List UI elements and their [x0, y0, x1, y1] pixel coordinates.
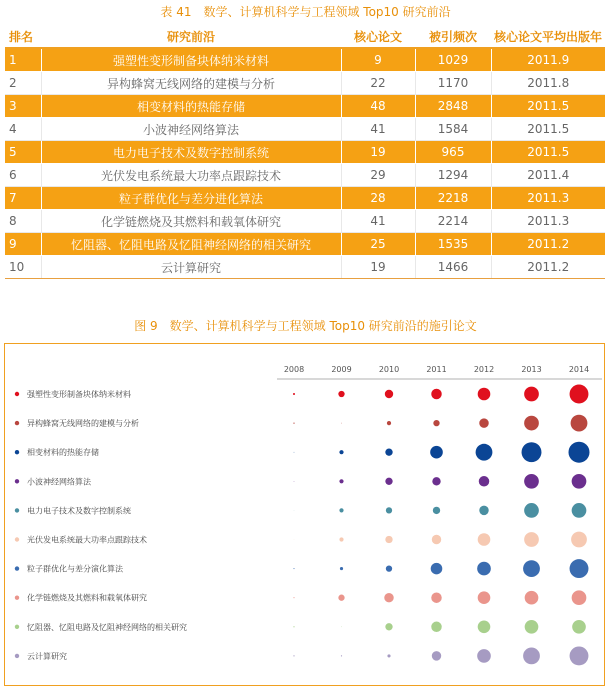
bubble — [478, 621, 491, 634]
figure-title: 图 9 数学、计算机科学与工程领域 Top10 研究前沿的施引论文 — [134, 319, 477, 333]
bubble — [572, 590, 587, 605]
bubble — [478, 388, 491, 401]
rank-cell: 3 — [5, 95, 41, 118]
bubble — [293, 568, 294, 569]
series-label: 电力电子技术及数字控制系统 — [27, 506, 131, 516]
table-row — [5, 256, 605, 279]
table-row — [5, 118, 605, 141]
citations-cell: 965 — [415, 141, 491, 164]
bubble — [386, 565, 392, 571]
core-papers-cell: 28 — [341, 187, 415, 210]
legend-dot — [15, 654, 19, 658]
bubble — [572, 474, 587, 489]
bubble — [433, 507, 440, 514]
front-cell: 粒子群优化与差分进化算法 — [41, 187, 341, 210]
header-core-papers: 核心论文 — [341, 25, 415, 48]
series-label: 强塑性变形制备块体纳米材料 — [27, 390, 131, 399]
year-label: 2012 — [473, 365, 495, 374]
core-papers-cell: 9 — [341, 48, 415, 72]
legend-dot — [15, 537, 19, 541]
bubble — [479, 506, 488, 515]
bubble — [385, 449, 392, 456]
bubble — [385, 390, 393, 398]
series-label: 云计算研究 — [27, 651, 67, 661]
year-label: 2010 — [378, 365, 400, 374]
bubble — [385, 623, 392, 630]
citations-cell: 1535 — [415, 233, 491, 256]
avg-year-cell: 2011.8 — [491, 72, 605, 95]
bubble — [339, 450, 343, 454]
bubble — [341, 655, 342, 656]
bubble — [341, 626, 342, 627]
year-label: 2009 — [331, 365, 352, 374]
bubble — [387, 421, 391, 425]
header-front: 研究前沿 — [41, 25, 341, 48]
core-papers-cell: 19 — [341, 256, 415, 279]
core-papers-cell: 41 — [341, 210, 415, 233]
series-label: 粒子群优化与差分演化算法 — [27, 564, 123, 574]
table-row — [5, 95, 605, 118]
bubble — [293, 423, 294, 424]
table-title: 表 41 数学、计算机科学与工程领域 Top10 研究前沿 — [160, 5, 451, 19]
year-label: 2013 — [521, 365, 542, 374]
citations-cell: 1466 — [415, 256, 491, 279]
series-label: 光伏发电系统最大功率点跟踪技术 — [27, 535, 147, 545]
front-cell: 小波神经网络算法 — [41, 118, 341, 141]
header-rank: 排名 — [5, 25, 41, 48]
citations-cell: 2218 — [415, 187, 491, 210]
core-papers-cell: 41 — [341, 118, 415, 141]
year-label: 2011 — [426, 365, 447, 374]
header-citations: 被引频次 — [415, 25, 491, 48]
bubble — [570, 559, 589, 578]
table-row — [5, 141, 605, 164]
table-row — [5, 48, 605, 72]
bubble — [432, 651, 441, 660]
bubble — [478, 533, 491, 546]
bubble — [432, 535, 441, 544]
bubble — [293, 655, 294, 656]
legend-dot — [15, 566, 19, 570]
rank-cell: 5 — [5, 141, 41, 164]
bubble — [430, 446, 443, 459]
citations-cell: 1029 — [415, 48, 491, 72]
bubble — [384, 593, 393, 602]
rank-cell: 4 — [5, 118, 41, 141]
front-cell: 异构蜂窝无线网络的建模与分析 — [41, 72, 341, 95]
avg-year-cell: 2011.9 — [491, 48, 605, 72]
legend-dot — [15, 596, 19, 600]
core-papers-cell: 22 — [341, 72, 415, 95]
table-row — [5, 210, 605, 233]
bubble — [525, 620, 539, 634]
core-papers-cell: 48 — [341, 95, 415, 118]
core-papers-cell: 29 — [341, 164, 415, 187]
avg-year-cell: 2011.4 — [491, 164, 605, 187]
bubble — [386, 507, 392, 513]
table-row — [5, 72, 605, 95]
bubble — [522, 442, 542, 462]
year-label: 2014 — [568, 365, 590, 374]
bubble — [338, 595, 344, 601]
citations-cell: 1584 — [415, 118, 491, 141]
bubble — [294, 452, 295, 453]
front-cell: 相变材料的热能存储 — [41, 95, 341, 118]
bubble — [570, 385, 589, 404]
bubble — [385, 536, 392, 543]
bubble — [341, 423, 342, 424]
rank-cell: 10 — [5, 256, 41, 279]
bubble — [385, 478, 392, 485]
top10-table — [5, 25, 605, 279]
bubble-chart-frame — [4, 343, 605, 686]
legend-dot — [15, 421, 19, 425]
table-row — [5, 187, 605, 210]
header-avg-year: 核心论文平均出版年 — [491, 25, 605, 48]
bubble — [387, 654, 390, 657]
citations-cell: 1294 — [415, 164, 491, 187]
bubble — [524, 474, 539, 489]
bubble — [338, 391, 344, 397]
citations-cell: 1170 — [415, 72, 491, 95]
rank-cell: 8 — [5, 210, 41, 233]
avg-year-cell: 2011.3 — [491, 210, 605, 233]
bubble — [524, 416, 539, 431]
legend-dot — [15, 450, 19, 454]
avg-year-cell: 2011.3 — [491, 187, 605, 210]
bubble — [340, 567, 343, 570]
bubble — [523, 648, 540, 665]
bubble — [432, 477, 440, 485]
citations-cell: 2848 — [415, 95, 491, 118]
bubble — [479, 476, 490, 487]
front-cell: 强塑性变形制备块体纳米材料 — [41, 48, 341, 72]
bubble — [572, 503, 587, 518]
front-cell: 化学链燃烧及其燃料和载氧体研究 — [41, 210, 341, 233]
bubble — [293, 393, 295, 395]
avg-year-cell: 2011.2 — [491, 233, 605, 256]
bubble — [431, 622, 442, 633]
series-label: 忆阻器、忆阻电路及忆阻神经网络的相关研究 — [27, 622, 187, 632]
bubble — [431, 389, 442, 400]
bubble — [524, 387, 539, 402]
bubble — [433, 420, 439, 426]
rank-cell: 7 — [5, 187, 41, 210]
rank-cell: 2 — [5, 72, 41, 95]
bubble — [477, 562, 491, 576]
core-papers-cell: 19 — [341, 141, 415, 164]
bubble — [477, 649, 491, 663]
table-row — [5, 164, 605, 187]
bubble — [570, 646, 589, 665]
bubble — [478, 591, 491, 604]
series-label: 小波神经网络算法 — [27, 477, 91, 487]
bubble — [479, 418, 488, 427]
bubble — [524, 532, 539, 547]
core-papers-cell: 25 — [341, 233, 415, 256]
avg-year-cell: 2011.5 — [491, 118, 605, 141]
rank-cell: 1 — [5, 48, 41, 72]
avg-year-cell: 2011.2 — [491, 256, 605, 279]
series-label: 相变材料的热能存储 — [27, 448, 99, 458]
bubble — [523, 560, 540, 577]
bubble — [525, 591, 539, 605]
year-label: 2008 — [283, 365, 305, 374]
table-header-row — [5, 25, 605, 48]
bubble — [431, 563, 443, 575]
rank-cell: 6 — [5, 164, 41, 187]
citations-cell: 2214 — [415, 210, 491, 233]
bubble — [571, 415, 588, 432]
bubble — [524, 503, 539, 518]
front-cell: 光伏发电系统最大功率点跟踪技术 — [41, 164, 341, 187]
front-cell: 电力电子技术及数字控制系统 — [41, 141, 341, 164]
bubble — [476, 444, 493, 461]
bubble — [572, 620, 586, 634]
legend-dot — [15, 508, 19, 512]
front-cell: 云计算研究 — [41, 256, 341, 279]
bubble — [293, 597, 294, 598]
legend-dot — [15, 392, 19, 396]
bubble — [293, 626, 294, 627]
series-label: 异构蜂窝无线网络的建模与分析 — [27, 419, 139, 429]
bubble — [571, 532, 587, 548]
avg-year-cell: 2011.5 — [491, 141, 605, 164]
bubble — [339, 508, 343, 512]
legend-dot — [15, 625, 19, 629]
series-label: 化学链燃烧及其燃料和载氧体研究 — [27, 593, 147, 603]
bubble-chart — [5, 344, 604, 685]
legend-dot — [15, 479, 19, 483]
rank-cell: 9 — [5, 233, 41, 256]
table-row — [5, 233, 605, 256]
avg-year-cell: 2011.5 — [491, 95, 605, 118]
bubble — [339, 537, 343, 541]
bubble — [339, 479, 343, 483]
bubble — [431, 592, 442, 603]
front-cell: 忆阻器、忆阻电路及忆阻神经网络的相关研究 — [41, 233, 341, 256]
bubble — [569, 442, 590, 463]
bubble — [294, 481, 295, 482]
